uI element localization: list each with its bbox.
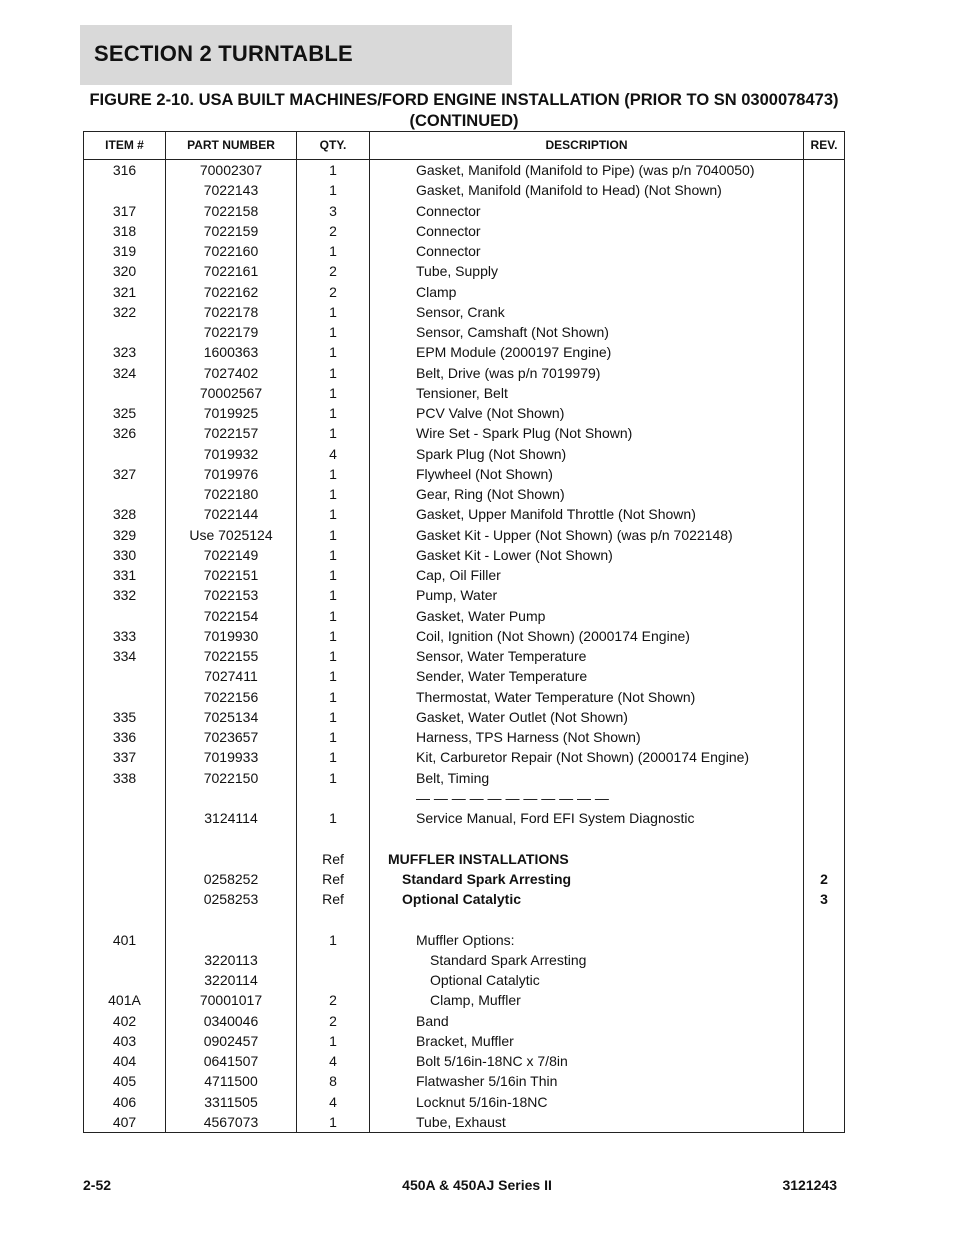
part-number-cell: 3311505: [204, 1093, 258, 1110]
table-row: [84, 241, 844, 261]
item-number-cell: 401: [112, 931, 137, 948]
description-cell: Tube, Supply: [416, 263, 498, 280]
qty-cell: 1: [329, 486, 337, 502]
description-cell: Gasket Kit - Lower (Not Shown): [416, 546, 613, 563]
qty-cell: 2: [329, 222, 337, 239]
item-number-cell: 320: [112, 263, 137, 280]
description-cell: Locknut 5/16in-18NC: [416, 1093, 548, 1110]
table-row: [84, 1071, 844, 1091]
table-row: [84, 1112, 844, 1132]
part-number-cell: 7022155: [203, 648, 259, 664]
part-number-cell: 7019930: [203, 627, 259, 644]
table-row: [84, 504, 844, 524]
qty-cell: Ref: [322, 850, 344, 867]
item-number-cell: 335: [112, 708, 137, 725]
item-number-cell: 319: [112, 243, 137, 259]
description-cell: Tube, Exhaust: [416, 1113, 506, 1130]
qty-cell: 1: [329, 688, 337, 705]
table-row: [84, 423, 844, 443]
description-cell: Muffler Options:: [416, 931, 515, 948]
qty-cell: 1: [329, 344, 337, 361]
part-number-cell: 7022161: [203, 263, 259, 280]
table-row: [84, 525, 844, 545]
rev-cell: 3: [820, 891, 828, 907]
table-row: [84, 1031, 844, 1051]
item-number-cell: 329: [112, 526, 137, 543]
table-row: [84, 1011, 844, 1031]
description-cell: Belt, Timing: [416, 769, 490, 786]
description-cell: Sensor, Camshaft (Not Shown): [416, 324, 609, 340]
description-cell: Kit, Carburetor Repair (Not Shown) (2000174 Engine): [416, 749, 750, 766]
description-cell: Service Manual, Ford EFI System Diagnostic: [416, 810, 695, 826]
description-cell: Pump, Water: [416, 587, 498, 604]
table-row: [84, 160, 844, 180]
table-row: [84, 585, 844, 605]
header-description: DESCRIPTION: [545, 138, 628, 152]
description-cell: — — — — — — — — — — —: [416, 789, 609, 806]
qty-cell: 2: [329, 1012, 337, 1029]
part-number-cell: 0902457: [203, 1032, 259, 1049]
qty-cell: 1: [329, 708, 337, 725]
item-number-cell: 322: [112, 303, 137, 320]
qty-cell: 1: [329, 1032, 337, 1049]
part-number-cell: 4711500: [204, 1073, 258, 1090]
table-row: [84, 261, 844, 281]
part-number-cell: 70002307: [199, 162, 263, 178]
part-number-cell: 7022179: [203, 324, 259, 340]
part-number-cell: 4567073: [203, 1113, 259, 1130]
item-number-cell: 325: [112, 405, 137, 421]
table-row: [84, 383, 844, 403]
table-row: [84, 545, 844, 565]
table-row: [84, 909, 844, 929]
table-row: [84, 646, 844, 666]
model-name: 450A & 450AJ Series II: [402, 1177, 552, 1193]
table-row: [84, 180, 844, 200]
part-number-cell: 7025134: [203, 708, 259, 725]
part-number-cell: 1600363: [203, 344, 259, 361]
part-number-cell: 3124114: [204, 810, 258, 826]
description-cell: Clamp, Muffler: [430, 992, 521, 1009]
qty-cell: 4: [329, 445, 337, 462]
table-row: [84, 666, 844, 686]
item-number-cell: 334: [112, 648, 137, 664]
part-number-cell: 7022149: [203, 546, 259, 563]
table-row: [84, 808, 844, 828]
part-number-cell: 7022158: [203, 202, 259, 219]
description-cell: Sensor, Crank: [416, 303, 505, 320]
part-number-cell: 7022162: [203, 283, 259, 300]
part-number-cell: 7027411: [204, 668, 258, 685]
description-cell: Connector: [416, 202, 481, 219]
table-row: [84, 322, 844, 342]
item-number-cell: 403: [112, 1032, 137, 1049]
qty-cell: 1: [329, 303, 337, 320]
part-number-cell: 70001017: [199, 992, 263, 1009]
description-cell: Thermostat, Water Temperature (Not Shown): [416, 688, 696, 705]
part-number-cell: 7022160: [203, 243, 259, 259]
qty-cell: 4: [329, 1093, 337, 1110]
part-number-cell: 7022150: [203, 769, 259, 786]
qty-cell: 1: [329, 668, 337, 685]
description-cell: MUFFLER INSTALLATIONS: [388, 850, 569, 867]
qty-cell: 1: [329, 587, 337, 604]
header-qty: QTY.: [319, 138, 347, 152]
table-row: [84, 1092, 844, 1112]
part-number-cell: 7019976: [203, 465, 259, 482]
item-number-cell: 406: [112, 1093, 137, 1110]
qty-cell: 1: [329, 1113, 337, 1130]
item-number-cell: 332: [112, 587, 137, 604]
qty-cell: 1: [329, 425, 337, 442]
item-number-cell: 321: [112, 283, 137, 300]
item-number-cell: 333: [112, 627, 137, 644]
qty-cell: 1: [329, 769, 337, 786]
table-row: [84, 221, 844, 241]
table-row: [84, 626, 844, 646]
qty-cell: 2: [329, 283, 337, 300]
part-number-cell: 7022180: [203, 486, 259, 502]
table-row: [84, 747, 844, 767]
part-number-cell: 0340046: [203, 1012, 259, 1029]
description-cell: Cap, Oil Filler: [416, 567, 501, 583]
table-row: [84, 403, 844, 423]
table-row: [84, 869, 844, 889]
part-number-cell: 7022178: [203, 303, 259, 320]
description-cell: Optional Catalytic: [402, 891, 522, 907]
part-number-cell: 7022151: [203, 567, 259, 583]
item-number-cell: 330: [112, 546, 137, 563]
part-number-cell: 7022156: [203, 688, 259, 705]
table-row: [84, 970, 844, 990]
qty-cell: 1: [329, 324, 337, 340]
description-cell: Clamp: [416, 283, 457, 300]
qty-cell: 1: [329, 243, 337, 259]
item-number-cell: 328: [112, 506, 137, 523]
item-number-cell: 317: [112, 202, 137, 219]
parts-table: [83, 131, 845, 1133]
description-cell: Gasket, Water Pump: [416, 607, 546, 624]
description-cell: Gasket, Water Outlet (Not Shown): [416, 708, 628, 725]
table-row: [84, 990, 844, 1010]
description-cell: Wire Set - Spark Plug (Not Shown): [416, 425, 633, 442]
table-row: [84, 889, 844, 909]
item-number-cell: 326: [112, 425, 137, 442]
section-header: SECTION 2 TURNTABLE: [94, 41, 353, 66]
description-cell: Standard Spark Arresting: [402, 870, 572, 887]
item-number-cell: 331: [112, 567, 137, 583]
table-row: [84, 363, 844, 383]
part-number-cell: 7022154: [203, 607, 259, 624]
qty-cell: 1: [329, 810, 337, 826]
qty-cell: 1: [329, 567, 337, 583]
table-row: [84, 302, 844, 322]
table-row: [84, 565, 844, 585]
table-row: [84, 201, 844, 221]
description-cell: Sender, Water Temperature: [416, 668, 588, 685]
table-row: [84, 606, 844, 626]
figure-title: FIGURE 2-10. USA BUILT MACHINES/FORD ENGINE INSTALLATION (PRIOR TO SN 0300078473) (CONTINUED): [89, 91, 839, 130]
part-number-cell: Use 7025124: [189, 526, 273, 543]
item-number-cell: 316: [112, 162, 137, 178]
item-number-cell: 323: [112, 344, 137, 361]
item-number-cell: 327: [112, 465, 137, 482]
description-cell: Connector: [416, 222, 481, 239]
item-number-cell: 401A: [108, 992, 141, 1009]
part-number-cell: 0258252: [203, 870, 259, 887]
description-cell: Bracket, Muffler: [416, 1032, 514, 1049]
qty-cell: 4: [329, 1053, 337, 1069]
header-part-number: PART NUMBER: [187, 138, 275, 152]
description-cell: Gasket, Manifold (Manifold to Head) (Not Shown): [416, 182, 722, 199]
qty-cell: 1: [329, 729, 337, 745]
qty-cell: 1: [329, 182, 337, 199]
table-row: [84, 930, 844, 950]
part-number-cell: 7019925: [203, 405, 259, 421]
part-number-cell: 7022143: [203, 182, 259, 199]
qty-cell: 1: [329, 506, 337, 523]
qty-cell: 1: [329, 749, 337, 766]
description-cell: Optional Catalytic: [430, 972, 540, 988]
description-cell: Connector: [416, 243, 481, 259]
qty-cell: 1: [329, 546, 337, 563]
section-header-banner: [80, 25, 512, 85]
description-cell: Gear, Ring (Not Shown): [416, 486, 565, 502]
table-row: [84, 342, 844, 362]
table-row: [84, 828, 844, 848]
table-body: [84, 160, 844, 1132]
rev-cell: 2: [820, 870, 828, 887]
item-number-cell: 324: [112, 364, 137, 381]
description-cell: Flywheel (Not Shown): [416, 465, 553, 482]
header-rev: REV.: [810, 138, 838, 152]
description-cell: Spark Plug (Not Shown): [416, 445, 567, 462]
table-row: [84, 950, 844, 970]
item-number-cell: 402: [112, 1012, 137, 1029]
table-row: [84, 788, 844, 808]
qty-cell: 3: [329, 202, 337, 219]
part-number-cell: 7022153: [203, 587, 259, 604]
table-row: [84, 687, 844, 707]
item-number-cell: 337: [112, 749, 137, 766]
page-number: 2-52: [83, 1177, 112, 1193]
item-number-cell: 405: [112, 1073, 137, 1090]
table-row: [84, 282, 844, 302]
part-number-cell: 7022157: [203, 425, 259, 442]
qty-cell: Ref: [322, 870, 344, 887]
part-number-cell: 7019933: [203, 749, 259, 766]
description-cell: Coil, Ignition (Not Shown) (2000174 Engine): [416, 627, 690, 644]
qty-cell: 8: [329, 1073, 337, 1090]
qty-cell: 1: [329, 627, 337, 644]
item-number-cell: 318: [112, 222, 137, 239]
table-row: [84, 849, 844, 869]
document-number: 3121243: [782, 1177, 837, 1193]
description-cell: Gasket Kit - Upper (Not Shown) (was p/n 7022148): [416, 526, 733, 543]
qty-cell: 1: [329, 364, 337, 381]
table-row: [84, 484, 844, 504]
header-item: ITEM #: [105, 138, 144, 152]
table-row: [84, 464, 844, 484]
description-cell: Band: [416, 1012, 449, 1029]
table-row: [84, 768, 844, 788]
part-number-cell: 7023657: [203, 729, 259, 745]
table-row: [84, 1051, 844, 1071]
description-cell: Gasket, Upper Manifold Throttle (Not Shown): [416, 506, 696, 523]
table-row: [84, 444, 844, 464]
qty-cell: 1: [329, 465, 337, 482]
qty-cell: 1: [329, 648, 337, 664]
item-number-cell: 404: [112, 1053, 137, 1069]
description-cell: Flatwasher 5/16in Thin: [416, 1073, 558, 1090]
description-cell: Gasket, Manifold (Manifold to Pipe) (was p/n 7040050): [416, 162, 755, 178]
qty-cell: 1: [329, 931, 337, 948]
table-row: [84, 707, 844, 727]
description-cell: Standard Spark Arresting: [430, 951, 587, 968]
part-number-cell: 70002567: [199, 384, 263, 401]
qty-cell: 1: [329, 162, 337, 178]
description-cell: Sensor, Water Temperature: [416, 648, 587, 664]
description-cell: Belt, Drive (was p/n 7019979): [416, 364, 601, 381]
part-number-cell: 0258253: [203, 891, 259, 907]
description-cell: EPM Module (2000197 Engine): [416, 344, 612, 361]
qty-cell: 1: [329, 405, 337, 421]
part-number-cell: 3220114: [204, 972, 258, 988]
item-number-cell: 407: [112, 1113, 137, 1130]
qty-cell: 2: [329, 263, 337, 280]
qty-cell: Ref: [322, 891, 344, 907]
qty-cell: 1: [329, 384, 337, 401]
table-row: [84, 727, 844, 747]
item-number-cell: 336: [112, 729, 137, 745]
description-cell: PCV Valve (Not Shown): [416, 405, 565, 421]
description-cell: Harness, TPS Harness (Not Shown): [416, 729, 641, 745]
part-number-cell: 7019932: [203, 445, 259, 462]
item-number-cell: 338: [112, 769, 137, 786]
qty-cell: 1: [329, 526, 337, 543]
part-number-cell: 0641507: [203, 1053, 259, 1069]
qty-cell: 1: [329, 607, 337, 624]
description-cell: Tensioner, Belt: [416, 384, 508, 401]
description-cell: Bolt 5/16in-18NC x 7/8in: [416, 1053, 568, 1069]
part-number-cell: 7022159: [203, 222, 259, 239]
part-number-cell: 7022144: [203, 506, 259, 523]
qty-cell: 2: [329, 992, 337, 1009]
part-number-cell: 3220113: [204, 951, 258, 968]
part-number-cell: 7027402: [203, 364, 259, 381]
